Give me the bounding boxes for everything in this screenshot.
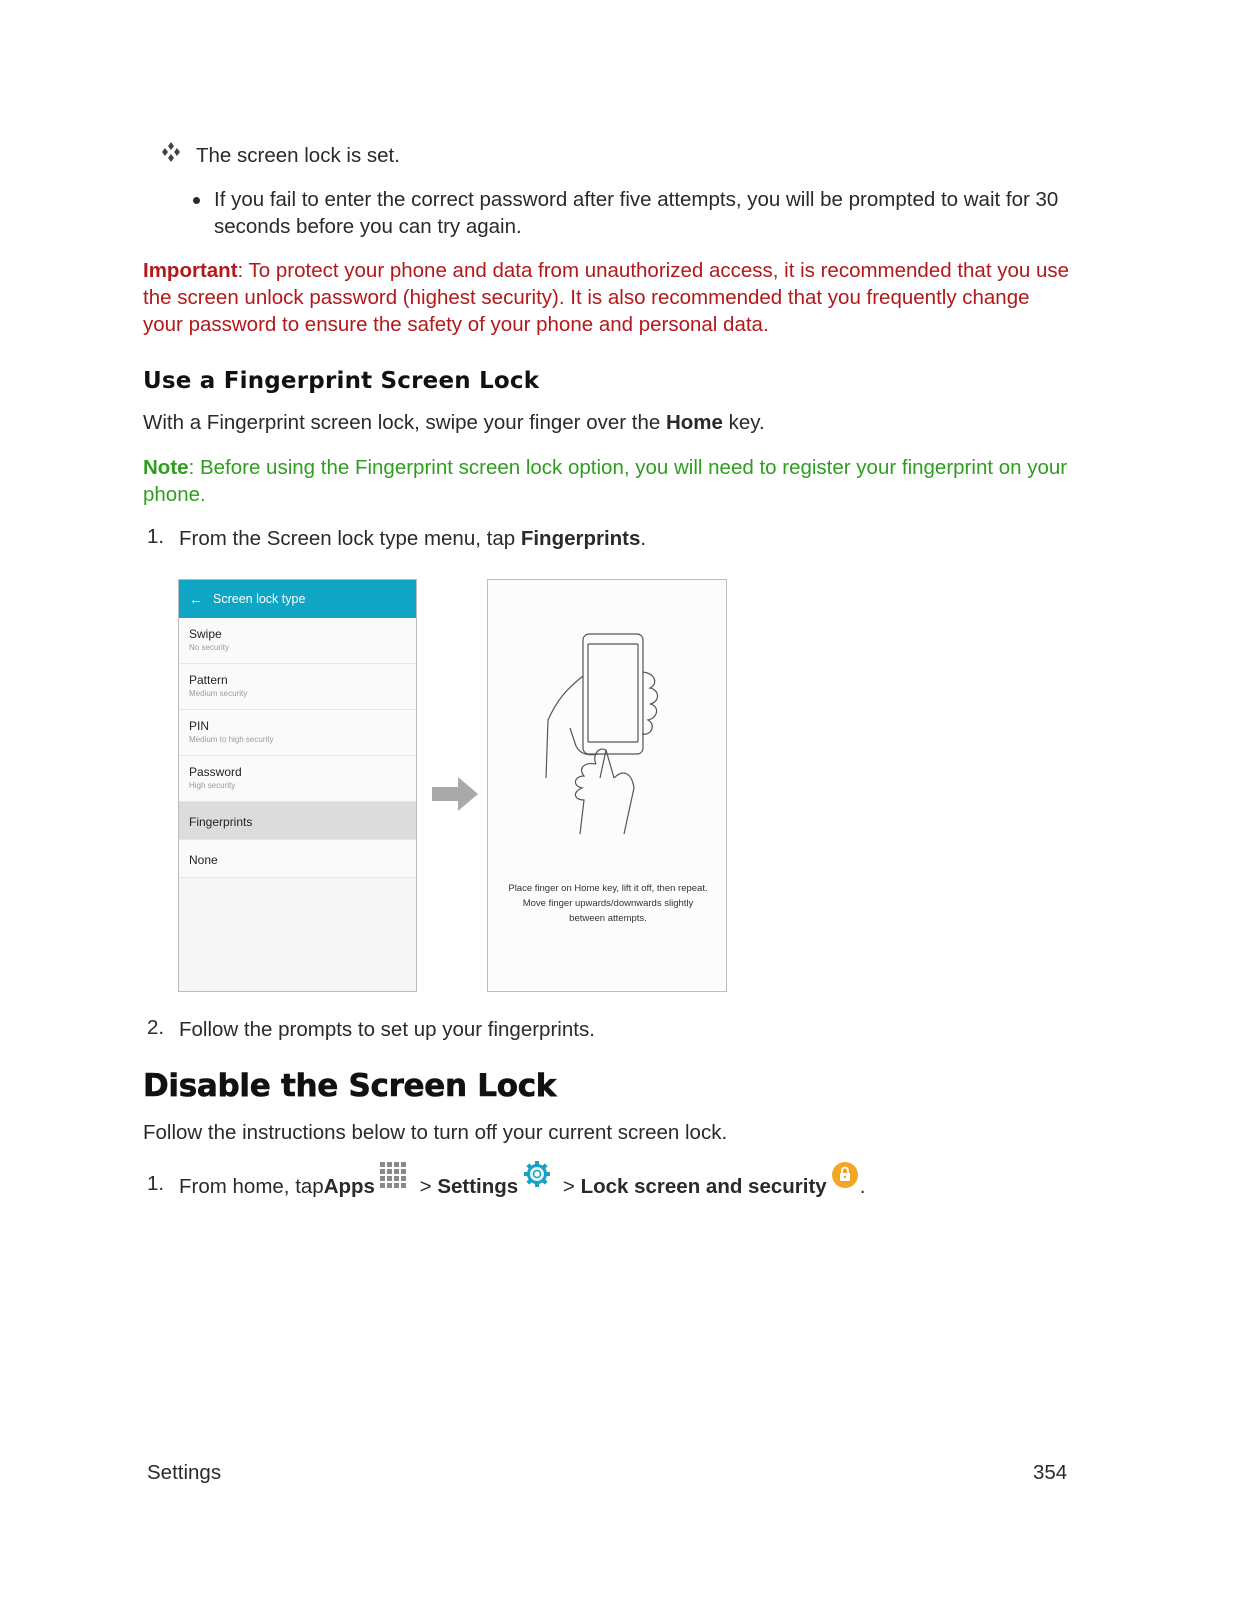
important-label: Important bbox=[143, 259, 238, 282]
lock-screen-security-label: Lock screen and security bbox=[580, 1175, 827, 1198]
list-item-selected bbox=[179, 802, 416, 840]
lock-icon bbox=[830, 1160, 860, 1190]
step-text bbox=[179, 1160, 865, 1200]
separator: > bbox=[557, 1175, 581, 1198]
disable-heading: Disable the Screen Lock bbox=[143, 1068, 557, 1104]
page-number: 354 bbox=[1033, 1461, 1068, 1484]
app-bar bbox=[179, 580, 416, 618]
footer-section: Settings bbox=[147, 1461, 222, 1484]
fingerprints-label: Fingerprints bbox=[520, 527, 641, 550]
list-item bbox=[179, 756, 416, 802]
list-item-title: Password bbox=[189, 765, 242, 779]
list-item-title: Swipe bbox=[189, 627, 222, 641]
list-item-subtitle: No security bbox=[189, 643, 230, 652]
gear-icon bbox=[521, 1160, 553, 1190]
list-item bbox=[179, 664, 416, 710]
step-number: 1. bbox=[147, 525, 165, 548]
bullet-text: If you fail to enter the correct password after five attempts, you will be prompted to wait for 30 seconds before you can try again. bbox=[214, 188, 1059, 238]
setup-caption bbox=[496, 881, 720, 926]
hand-holding-phone-illustration bbox=[528, 628, 688, 848]
fingerprint-heading: Use a Fingerprint Screen Lock bbox=[143, 368, 540, 394]
list-item-subtitle: Medium security bbox=[189, 689, 248, 698]
step-text bbox=[179, 525, 646, 552]
result-text: The screen lock is set. bbox=[196, 144, 400, 167]
diamond-cluster-icon bbox=[160, 141, 182, 163]
bullet-dot bbox=[193, 197, 200, 204]
important-text: : To protect your phone and data from unauthorized access, it is recommended that you use the screen unlock password (highest security). It is also recommended that you frequently change your password to ensure the safety of your phone and personal data. bbox=[143, 259, 1070, 336]
note-label: Note bbox=[143, 456, 189, 479]
step-number: 2. bbox=[147, 1016, 165, 1039]
settings-label: Settings bbox=[437, 1175, 519, 1198]
screen-lock-type-screenshot bbox=[178, 579, 417, 992]
right-arrow-icon bbox=[430, 774, 480, 814]
app-bar-title: Screen lock type bbox=[213, 592, 306, 606]
list-item bbox=[179, 618, 416, 664]
separator: > bbox=[413, 1175, 438, 1198]
list-item-title: None bbox=[189, 853, 218, 867]
list-item-title: Fingerprints bbox=[189, 815, 253, 829]
list-item-subtitle: High security bbox=[189, 781, 236, 790]
home-key-label: Home bbox=[665, 411, 723, 434]
step-suffix: . bbox=[640, 527, 647, 550]
list-item-title: Pattern bbox=[189, 673, 228, 687]
list-item bbox=[179, 840, 416, 878]
list-item-subtitle: Medium to high security bbox=[189, 735, 274, 744]
step-prefix: From home, tap bbox=[179, 1175, 324, 1198]
list-item-title: PIN bbox=[189, 719, 210, 733]
fingerprint-setup-screenshot bbox=[487, 579, 727, 992]
step-end: . bbox=[859, 1175, 866, 1198]
important-notice bbox=[143, 257, 1073, 338]
intro-prefix: With a Fingerprint screen lock, swipe your finger over the bbox=[143, 411, 666, 434]
list-item bbox=[179, 710, 416, 756]
fingerprint-intro bbox=[143, 409, 765, 436]
step-text: Follow the prompts to set up your fingerprints. bbox=[179, 1018, 595, 1041]
caption-line: Place finger on Home key, lift it off, then repeat. bbox=[508, 883, 708, 894]
caption-line: between attempts. bbox=[569, 913, 647, 924]
lock-type-list bbox=[179, 618, 416, 878]
apps-grid-icon bbox=[378, 1160, 410, 1190]
step-number: 1. bbox=[147, 1172, 165, 1195]
note bbox=[143, 454, 1073, 508]
disable-intro: Follow the instructions below to turn off your current screen lock. bbox=[143, 1121, 728, 1144]
note-text: : Before using the Fingerprint screen lock option, you will need to register your fingerprint on your phone. bbox=[143, 456, 1068, 506]
back-arrow-icon: ← bbox=[189, 591, 203, 607]
caption-line: Move finger upwards/downwards slightly bbox=[522, 898, 694, 909]
step-prefix: From the Screen lock type menu, tap bbox=[179, 527, 521, 550]
intro-suffix: key. bbox=[722, 411, 765, 434]
apps-label: Apps bbox=[323, 1175, 375, 1198]
